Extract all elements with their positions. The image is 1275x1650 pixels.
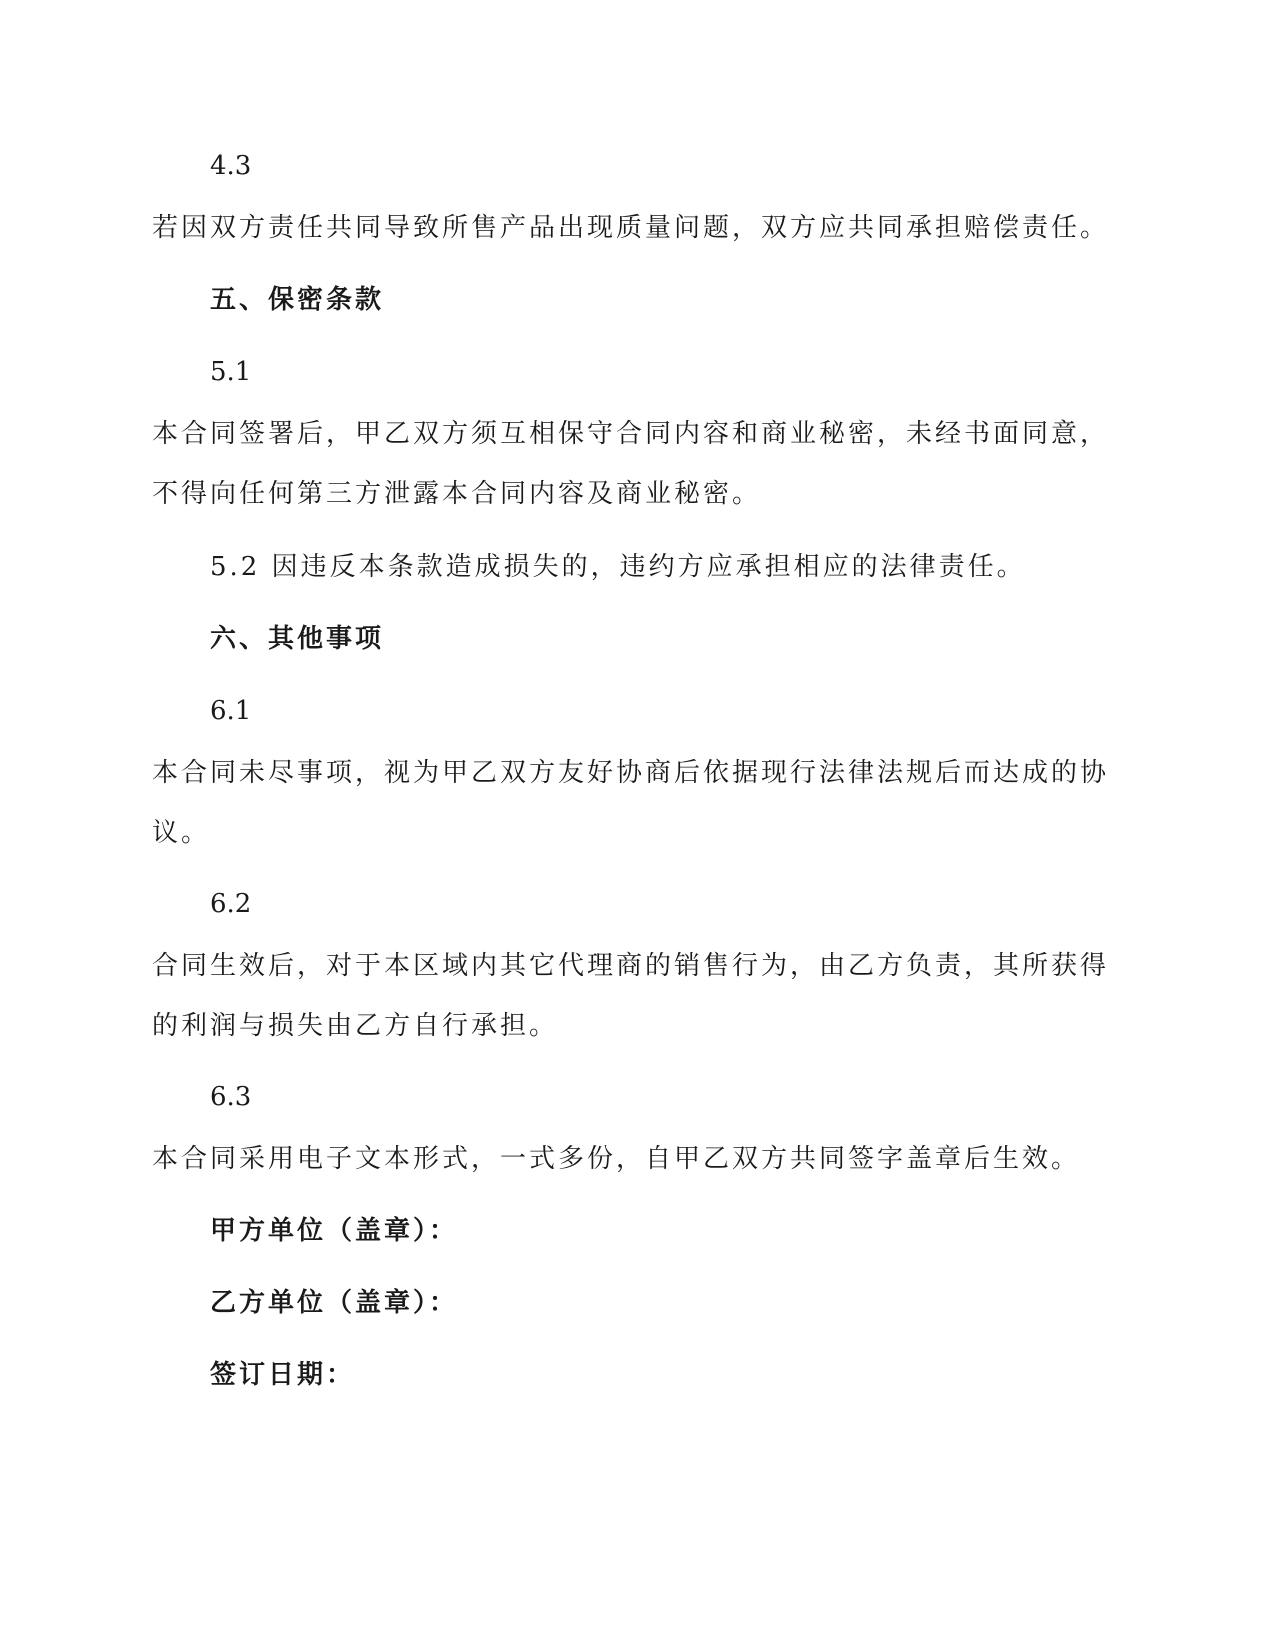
clause-6-2-line-2: 的利润与损失由乙方自行承担。 [152,1011,559,1041]
section-heading-6: 六、其他事项 [210,624,385,654]
clause-6-2-line-1: 合同生效后，对于本区域内其它代理商的销售行为，由乙方负责，其所获得 [152,951,1110,981]
signature-party-b: 乙方单位（盖章）： [210,1288,459,1318]
clause-6-1-line-2: 议。 [152,818,211,848]
clause-number-6-2: 6.2 [210,889,252,919]
clause-number-6-1: 6.1 [210,696,252,726]
clause-6-1-line-1: 本合同未尽事项，视为甲乙双方友好协商后依据现行法律法规后而达成的协 [152,758,1110,788]
section-heading-5: 五、保密条款 [210,285,385,315]
signature-date: 签订日期： [210,1360,356,1390]
clause-number-5-1: 5.1 [210,357,252,387]
clause-4-3-text: 若因双方责任共同导致所售产品出现质量问题，双方应共同承担赔偿责任。 [152,213,1110,243]
signature-party-a: 甲方单位（盖章）： [210,1216,459,1246]
clause-6-3-text: 本合同采用电子文本形式，一式多份，自甲乙双方共同签字盖章后生效。 [152,1144,1081,1174]
clause-number-4-3: 4.3 [210,151,252,181]
clause-5-1-line-1: 本合同签署后，甲乙双方须互相保守合同内容和商业秘密，未经书面同意， [152,419,1110,449]
clause-5-1-line-2: 不得向任何第三方泄露本合同内容及商业秘密。 [152,479,762,509]
clause-5-2-text: 5.2 因违反本条款造成损失的，违约方应承担相应的法律责任。 [210,552,1026,582]
clause-number-6-3: 6.3 [210,1082,252,1112]
